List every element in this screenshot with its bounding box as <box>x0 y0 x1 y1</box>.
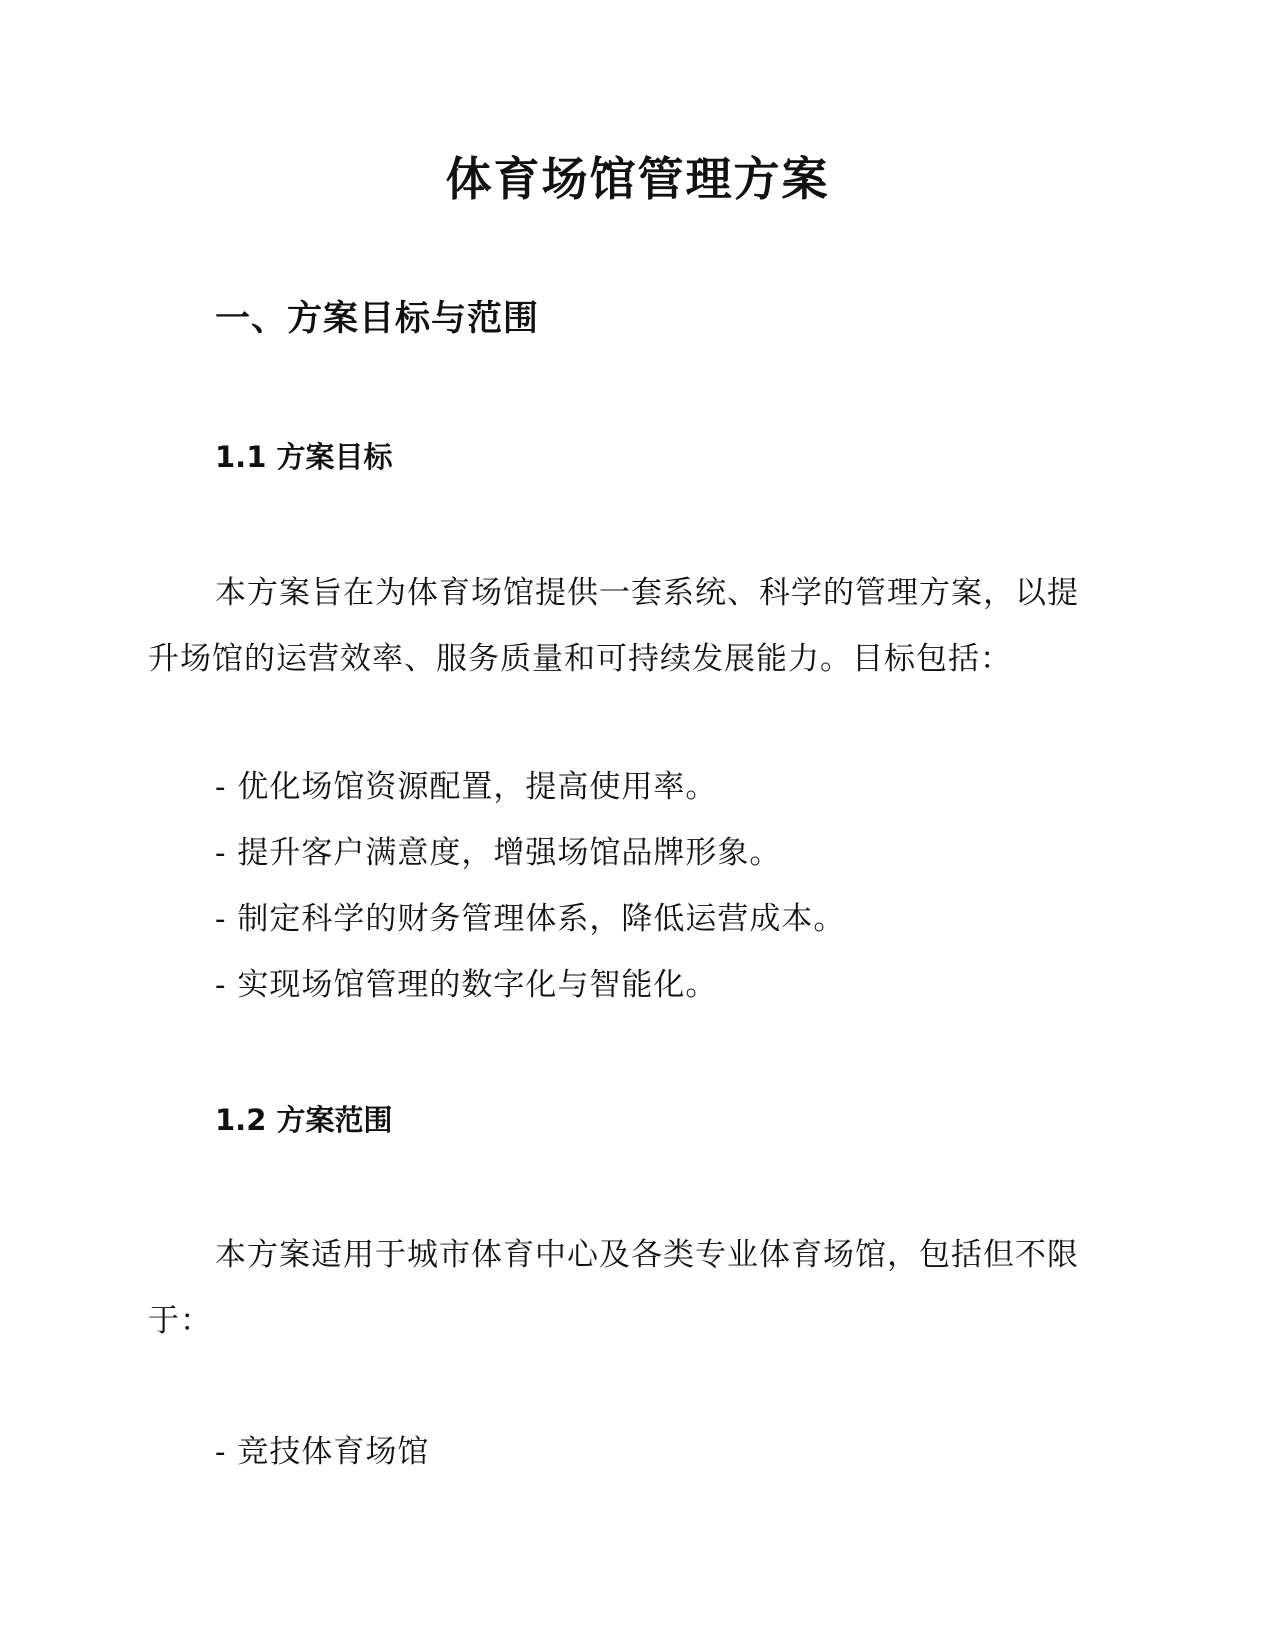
document-title: 体育场馆管理方案 <box>445 152 830 206</box>
subsection-heading-scope: 1.2 方案范围 <box>215 1103 393 1137</box>
list-item: - 优化场馆资源配置，提高使用率。 <box>215 769 718 805</box>
section-heading: 一、方案目标与范围 <box>215 299 540 339</box>
scope-list <box>215 1419 429 1485</box>
list-item: - 制定科学的财务管理体系，降低运营成本。 <box>215 901 846 937</box>
list-item: - 竞技体育场馆 <box>215 1434 430 1470</box>
subsection-heading-goals: 1.1 方案目标 <box>215 440 393 474</box>
scope-paragraph: 本方案适用于城市体育中心及各类专业体育场馆，包括但不限于： <box>148 1237 1079 1339</box>
goals-list <box>215 754 845 1018</box>
list-item: - 实现场馆管理的数字化与智能化。 <box>215 967 718 1003</box>
list-item: - 提升客户满意度，增强场馆品牌形象。 <box>215 835 782 871</box>
goals-paragraph: 本方案旨在为体育场馆提供一套系统、科学的管理方案，以提升场馆的运营效率、服务质量和可持续发展能力。目标包括： <box>148 575 1079 677</box>
